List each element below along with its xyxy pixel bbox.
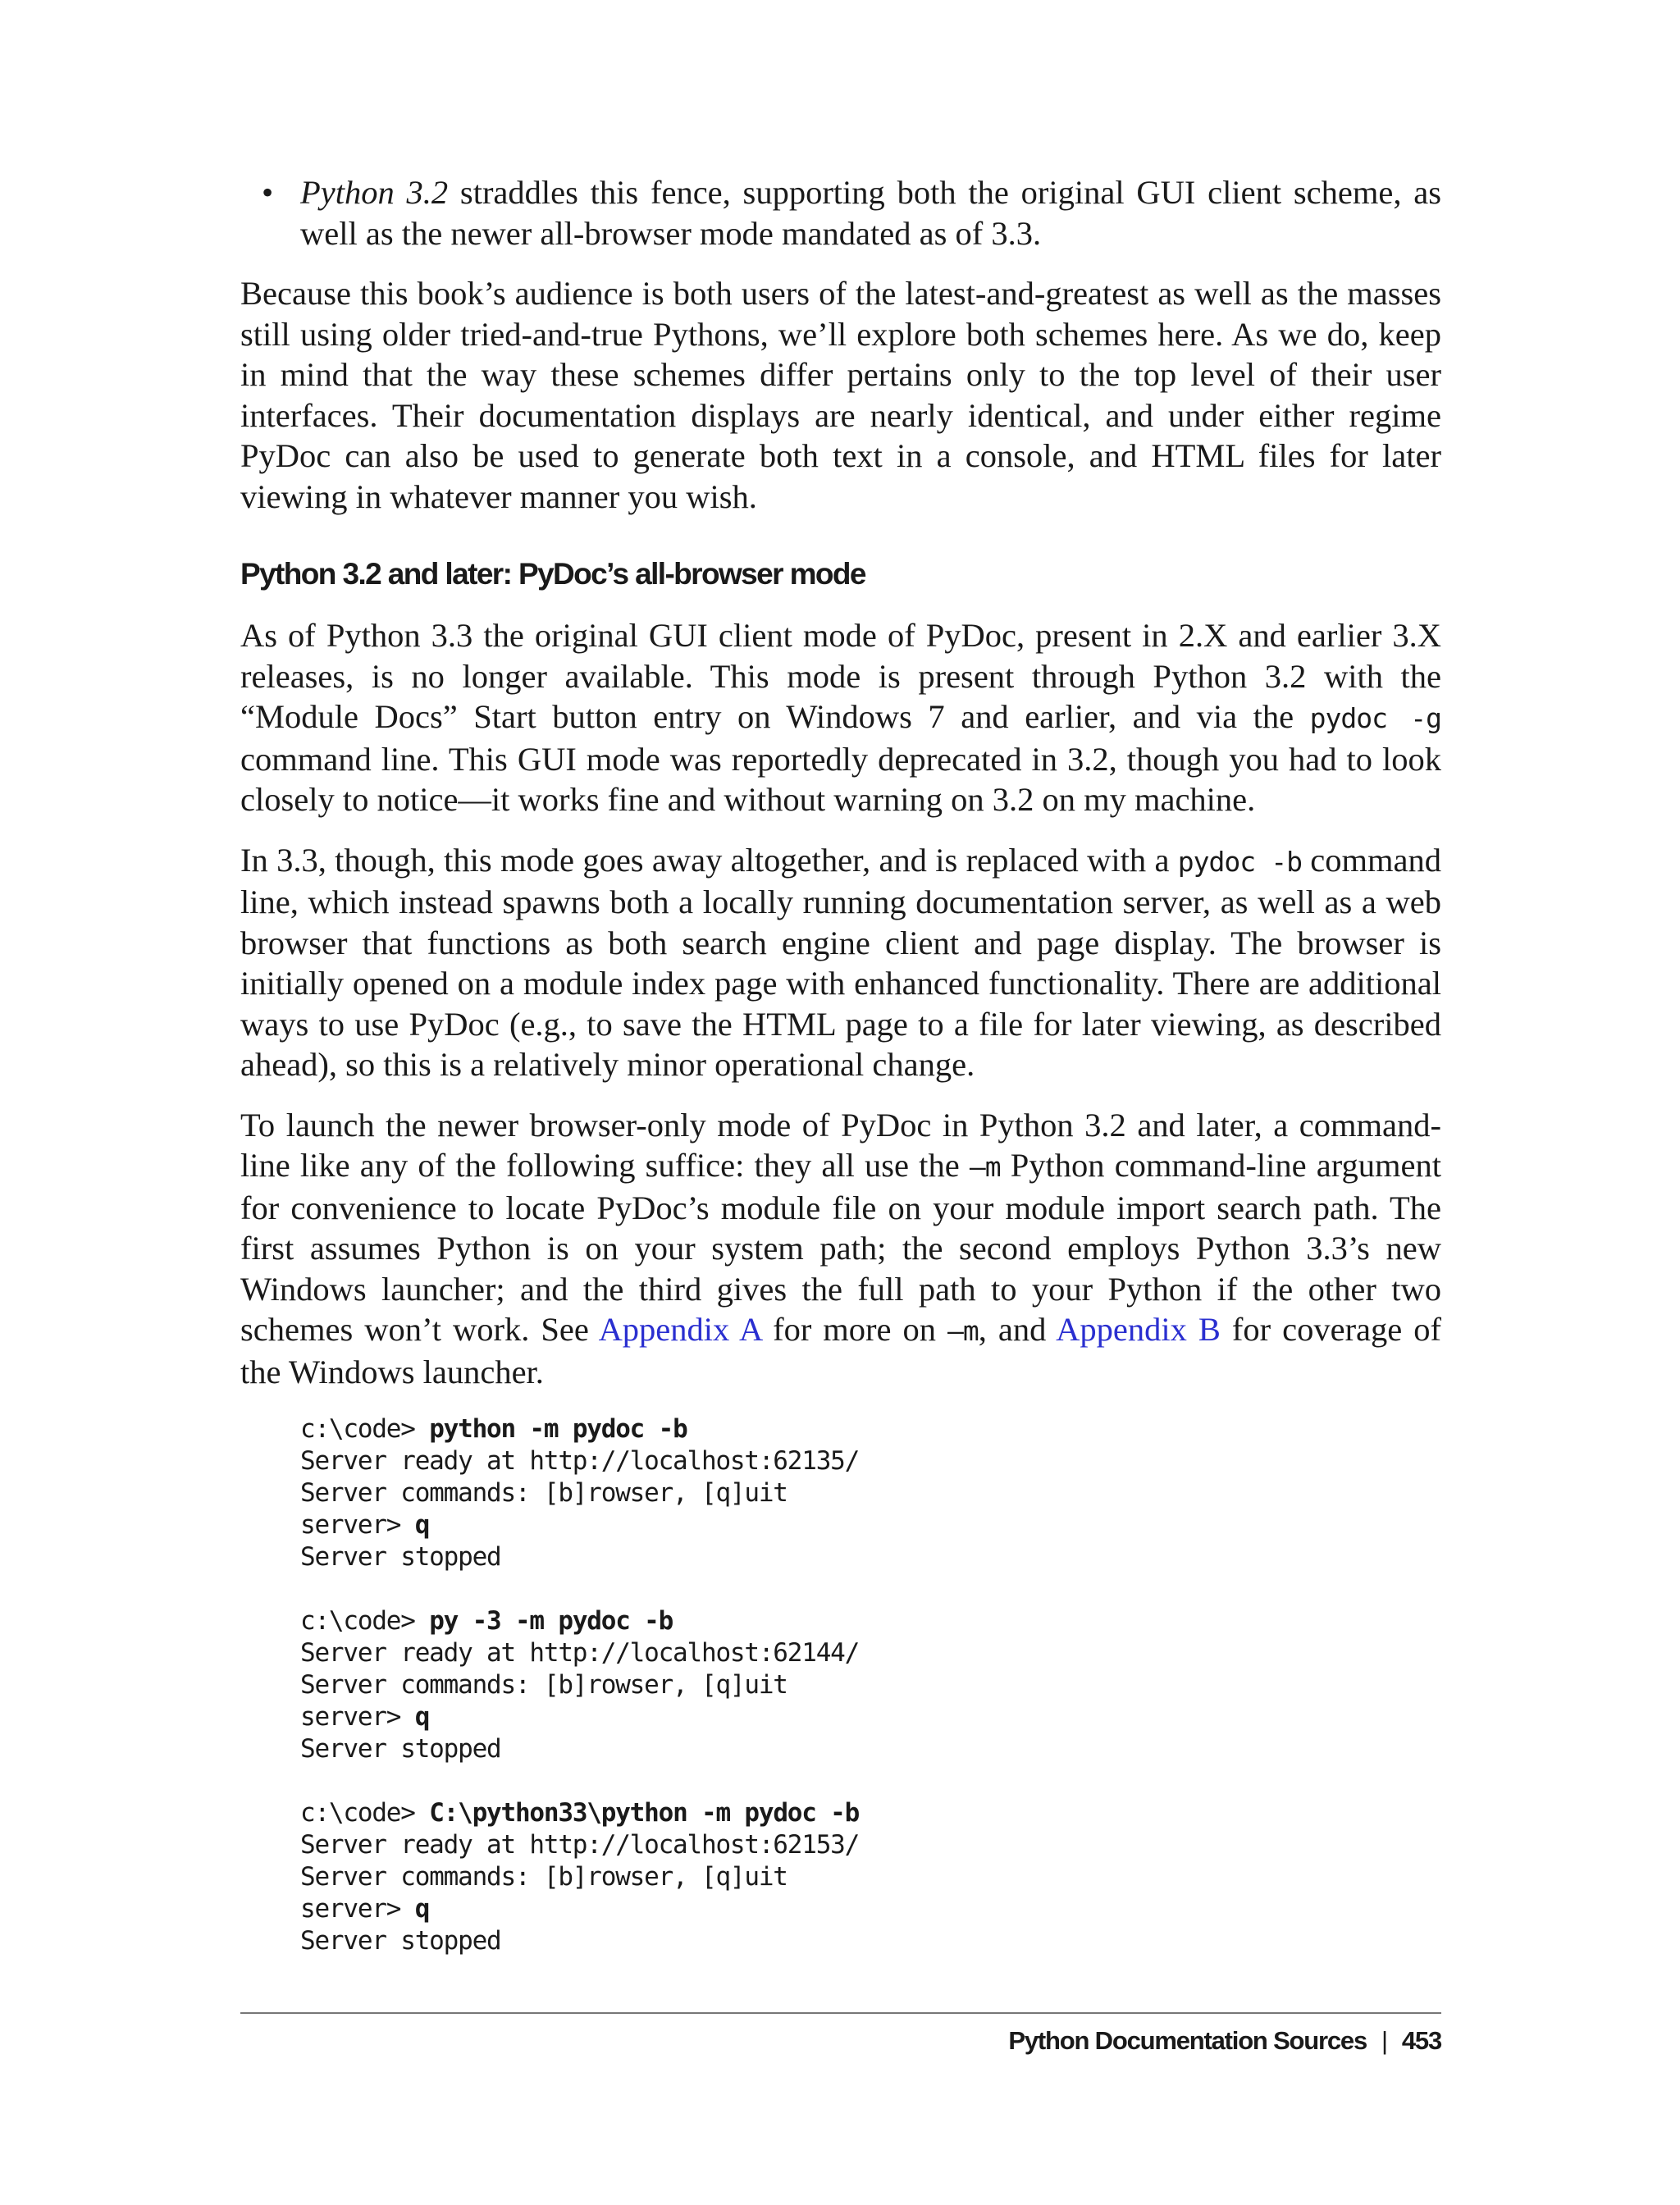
text: To launch the newer browser-only mode of PyDoc in Python 3.2 and later, a command-line like any of the following suffice: they all use the [240, 1106, 1441, 1184]
code-line [300, 1893, 1441, 1925]
code-block-1 [300, 1413, 1441, 1573]
code-line [300, 1605, 1441, 1637]
running-title: Python Documentation Sources [1008, 2026, 1367, 2055]
inline-code: –m [969, 1151, 1001, 1183]
code-listing [300, 1413, 1441, 1957]
code-line: Server ready at http://localhost:62144/ [300, 1638, 860, 1668]
page-number: 453 [1401, 2026, 1441, 2055]
footer-separator: | [1381, 2026, 1387, 2055]
text: In 3.3, though, this mode goes away altogether, and is replaced with a [240, 841, 1178, 879]
code-command: C:\python33\python -m pydoc -b [429, 1798, 860, 1828]
code-command: q [414, 1702, 430, 1732]
code-prompt: c:\code> [300, 1798, 430, 1828]
paragraph-audience: Because this book’s audience is both users of the latest-and-greatest as well as the masses still using older tried-and-true Pythons, we’ll explore both schemes here. As we do, keep in mind that the way these schemes differ pertains only to the top level of their user interfaces. Their documentation displays are nearly identical, and under either regime PyDoc can also be used to generate both text in a console, and HTML files for later viewing in whatever manner you wish. [240, 275, 1441, 515]
appendix-b-link[interactable]: Appendix B [1056, 1311, 1221, 1348]
paragraph-browser-mode [240, 840, 1441, 1085]
code-prompt: c:\code> [300, 1606, 430, 1636]
paragraph-launch [240, 1105, 1441, 1393]
code-command: py -3 -m pydoc -b [429, 1606, 673, 1636]
page-content [240, 172, 1441, 1957]
code-command: q [414, 1510, 430, 1540]
inline-code: pydoc -g [1309, 702, 1441, 734]
code-prompt: c:\code> [300, 1414, 430, 1444]
text: Python command-line argument for convenience to locate PyDoc’s module file on your module import search path. The first assumes Python is on your system path; the second employs Python 3.3’s new Windows launcher; and the third gives the full path to your Python if the other two schemes won’t work. See [240, 1147, 1441, 1348]
text: , and [978, 1311, 1057, 1348]
text: As of Python 3.3 the original GUI client mode of PyDoc, present in 2.X and earlier 3.X releases, is no longer available. This mode is present through Python 3.2 with the “Module Docs” Start button entry on Windows 7 and earlier, and via the [240, 617, 1441, 735]
code-line: Server commands: [b]rowser, [q]uit [300, 1670, 788, 1700]
bullet-icon: • [262, 174, 274, 211]
text: command line, which instead spawns both a locally running documentation server, as well as a web browser that functions as both search engine client and page display. The browser is initially opened on a module index page with enhanced functionality. There are additional ways to use PyDoc (e.g., to save the HTML page to a file for later viewing, as described ahead), so this is a relatively minor operational change. [240, 841, 1442, 1083]
inline-code: –m [947, 1315, 979, 1347]
code-line: Server stopped [300, 1542, 501, 1572]
code-line: Server ready at http://localhost:62153/ [300, 1830, 860, 1860]
page-footer [1008, 2026, 1441, 2056]
code-spacer [300, 1573, 1441, 1605]
code-line: Server stopped [300, 1926, 501, 1956]
paragraph-gui-mode [240, 615, 1441, 820]
code-block-3 [300, 1797, 1441, 1957]
code-prompt: server> [300, 1510, 415, 1540]
code-line: Server stopped [300, 1734, 501, 1764]
bullet-italic: Python 3.2 [300, 174, 449, 211]
code-prompt: server> [300, 1702, 415, 1732]
inline-code: pydoc -b [1177, 845, 1302, 878]
footer-divider [240, 2012, 1441, 2014]
code-command: q [414, 1894, 430, 1924]
code-spacer [300, 1765, 1441, 1797]
code-command: python -m pydoc -b [429, 1414, 687, 1444]
code-line [300, 1797, 1441, 1829]
code-line: Server commands: [b]rowser, [q]uit [300, 1862, 788, 1892]
text: for more on [761, 1311, 948, 1348]
code-prompt: server> [300, 1894, 415, 1924]
appendix-a-link[interactable]: Appendix A [598, 1311, 762, 1348]
code-line [300, 1413, 1441, 1445]
text: for coverage of the Windows launcher. [240, 1311, 1441, 1390]
bullet-text: straddles this fence, supporting both the original GUI client scheme, as well as the newer all-browser mode mandated as of 3.3. [300, 174, 1442, 252]
code-line [300, 1701, 1441, 1733]
code-block-2 [300, 1605, 1441, 1765]
code-line: Server commands: [b]rowser, [q]uit [300, 1478, 788, 1508]
code-line: Server ready at http://localhost:62135/ [300, 1446, 860, 1476]
text: command line. This GUI mode was reportedly deprecated in 3.2, though you had to look closely to notice—it works fine and without warning on 3.2 on my machine. [240, 740, 1441, 818]
code-line [300, 1509, 1441, 1541]
bullet-item [240, 172, 1441, 253]
section-heading: Python 3.2 and later: PyDoc’s all-browser mode [240, 557, 865, 591]
